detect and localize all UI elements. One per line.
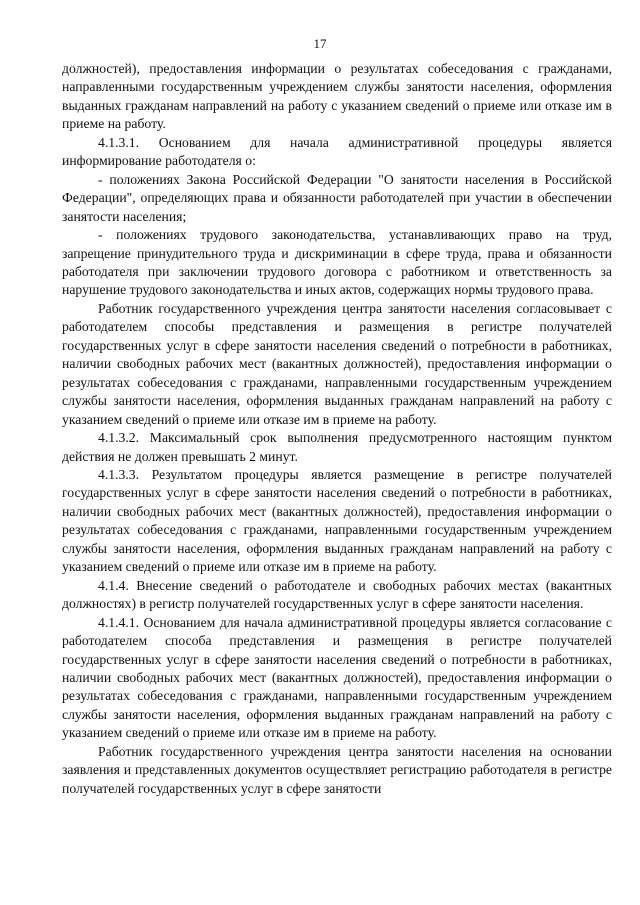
- paragraph-4-1-3-3: 4.1.3.3. Результатом процедуры является размещение в регистре получателей государственных услуг в сфере занятости населения сведений о потребности в работниках, наличии свободных рабочих мест (вакантных должностей), предоставления информации о результатах собеседования с гражданами, направленными государственным учреждением службы занятости населения, оформления выданных гражданам направлений на работу с указанием сведений о приеме или отказе им в приеме на работу.: [62, 466, 612, 575]
- paragraph-4-1-3-1: 4.1.3.1. Основанием для начала административной процедуры является информирование работодателя о:: [62, 134, 612, 169]
- paragraph-4-1-4-1: 4.1.4.1. Основанием для начала административной процедуры является согласование с работодателем способа представления и размещения в регистре получателей государственных услуг в сфере занятости населения сведений о потребности в работниках, наличии свободных рабочих мест (вакантных должностей), предоставления информации о результатах собеседования с гражданами, направленными государственным учреждением службы занятости населения, оформления выданных гражданам направлений на работу с указанием сведений о приеме или отказе им в приеме на работу.: [62, 614, 612, 741]
- paragraph-employment-law-item: - положениях Закона Российской Федерации "О занятости населения в Российской Федерации", определяющих права и обязанности работодателей при участии в обеспечении занятости населения;: [62, 171, 612, 224]
- paragraph-4-1-3-2: 4.1.3.2. Максимальный срок выполнения предусмотренного настоящим пунктом действия не должен превышать 2 минут.: [62, 430, 612, 464]
- paragraph-continuation: должностей), предоставления информации о результатах собеседования с гражданами, направленными государственным учреждением службы занятости населения, оформления выданных гражданам направлений на работу с указанием сведений о приеме или отказе им в приеме на работу.: [62, 61, 612, 132]
- page-number: 17: [313, 36, 327, 51]
- paragraph-worker-agrees: Работник государственного учреждения центра занятости населения согласовывает с работодателем способы представления и размещения в регистре получателей государственных услуг в сфере занятости населения сведений о потребности в работниках, наличии свободных рабочих мест (вакантных должностей), предоставления информации о результатах собеседования с гражданами, направленными государственным учреждением службы занятости населения, оформления выданных гражданам направлений на работу с указанием сведений о приеме или отказе им в приеме на работу.: [62, 300, 612, 427]
- body-text: [62, 60, 612, 798]
- paragraph-4-1-4: 4.1.4. Внесение сведений о работодателе и свободных рабочих местах (вакантных должностях) в регистр получателей государственных услуг в сфере занятости населения.: [62, 577, 612, 612]
- paragraph-worker-registers: Работник государственного учреждения центра занятости населения на основании заявления и представленных документов осуществляет регистрацию работодателя в регистре получателей государственных услуг в сфере занятости: [62, 743, 612, 796]
- paragraph-labor-law-item: - положениях трудового законодательства, устанавливающих право на труд, запрещение принудительного труда и дискриминации в сфере труда, права и обязанности работодателя при заключении трудового договора с работником и ответственность за нарушение трудового законодательства и иных актов, содержащих нормы трудового права.: [62, 227, 612, 298]
